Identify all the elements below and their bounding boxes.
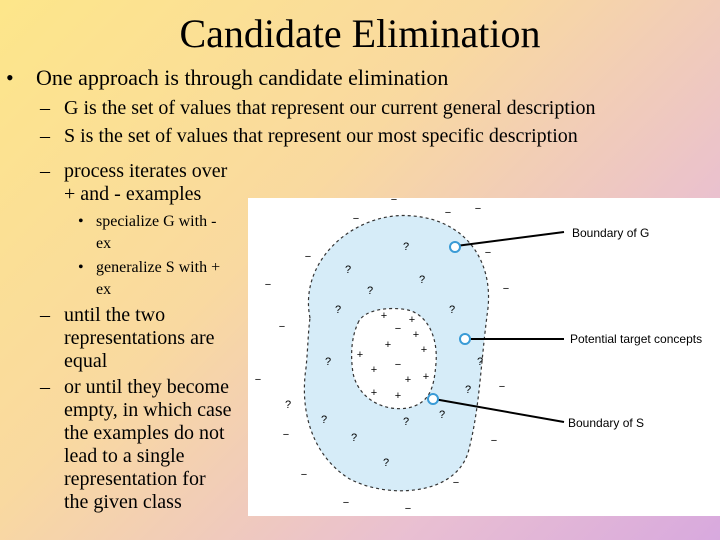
version-space-figure — [248, 198, 720, 516]
until-line-1: until the two — [64, 304, 166, 326]
or-line-6: the given class — [64, 491, 182, 513]
negative-example: − — [394, 323, 402, 335]
negative-example: − — [404, 503, 412, 515]
unknown-concept: ? — [350, 432, 358, 444]
bullet-g-text: G is the set of values that represent our current general description — [64, 97, 596, 119]
dash-icon: – — [40, 304, 50, 326]
negative-example: − — [282, 429, 290, 441]
label-boundary-g: Boundary of G — [572, 226, 650, 240]
dash-icon: – — [40, 160, 50, 182]
negative-example: − — [490, 435, 498, 447]
negative-example: − — [300, 469, 308, 481]
negative-example: − — [394, 359, 402, 371]
dash-icon: – — [40, 97, 50, 119]
positive-example: + — [370, 387, 378, 399]
slide-title: Candidate Elimination — [179, 11, 541, 56]
positive-example: + — [404, 374, 412, 386]
until-line-2: representations are — [64, 327, 215, 349]
unknown-concept: ? — [448, 304, 456, 316]
unknown-concept: ? — [382, 457, 390, 469]
specialize-line-1: specialize G with - — [96, 213, 217, 230]
negative-example: − — [304, 251, 312, 263]
or-line-1: or until they become — [64, 376, 229, 398]
until-line-3: equal — [64, 350, 108, 372]
or-line-5: representation for — [64, 468, 206, 490]
negative-example: − — [342, 497, 350, 509]
unknown-concept: ? — [476, 356, 484, 368]
bullet-or-until — [40, 376, 255, 514]
positive-example: + — [422, 371, 430, 383]
positive-example: + — [408, 314, 416, 326]
bullet-main-text: One approach is through candidate elimination — [36, 65, 449, 90]
bullet-g-line — [40, 97, 595, 120]
negative-example: − — [484, 247, 492, 259]
bullet-dot-icon: • — [6, 65, 14, 90]
bullet-s-line — [40, 125, 578, 148]
label-boundary-s: Boundary of S — [568, 416, 645, 430]
bullet-process — [40, 160, 255, 206]
specialize-line-2: ex — [96, 235, 112, 252]
bullet-until — [40, 304, 255, 373]
unknown-concept: ? — [402, 241, 410, 253]
negative-example: − — [278, 321, 286, 333]
negative-example: − — [452, 477, 460, 489]
bullet-dot-icon: • — [78, 259, 84, 276]
negative-example: − — [264, 279, 272, 291]
or-line-3: the examples do not — [64, 422, 225, 444]
unknown-concept: ? — [464, 384, 472, 396]
unknown-concept: ? — [402, 416, 410, 428]
negative-example: − — [498, 381, 506, 393]
unknown-concept: ? — [320, 414, 328, 426]
negative-example: − — [390, 198, 398, 206]
bullet-specialize — [78, 211, 253, 255]
generalize-line-1: generalize S with + — [96, 259, 221, 276]
bullet-main — [6, 65, 448, 91]
positive-example: + — [380, 310, 388, 322]
unknown-concept: ? — [284, 399, 292, 411]
marker-target — [460, 334, 470, 344]
positive-example: + — [356, 349, 364, 361]
unknown-concept: ? — [438, 409, 446, 421]
generalize-line-2: ex — [96, 281, 112, 298]
unknown-concept: ? — [324, 356, 332, 368]
or-line-4: lead to a single — [64, 445, 185, 467]
positive-example: + — [370, 364, 378, 376]
marker-g — [450, 242, 460, 252]
dash-icon: – — [40, 376, 50, 398]
label-potential-target: Potential target concepts — [570, 332, 703, 346]
unknown-concept: ? — [366, 285, 374, 297]
unknown-concept: ? — [418, 274, 426, 286]
unknown-concept: ? — [344, 264, 352, 276]
positive-example: + — [420, 344, 428, 356]
bullet-generalize — [78, 257, 253, 301]
unknown-concept: ? — [334, 304, 342, 316]
dash-icon: – — [40, 125, 50, 147]
process-line-2: + and - examples — [64, 183, 202, 205]
positive-example: + — [412, 329, 420, 341]
negative-example: − — [502, 283, 510, 295]
pointer-line-g — [456, 232, 564, 246]
process-line-1: process iterates over — [64, 160, 228, 182]
or-line-2: empty, in which case — [64, 399, 232, 421]
negative-example: − — [444, 207, 452, 219]
version-space-diagram — [248, 198, 720, 516]
marker-s — [428, 394, 438, 404]
bullet-s-text: S is the set of values that represent our most specific description — [64, 125, 578, 147]
negative-example: − — [254, 374, 262, 386]
positive-example: + — [394, 390, 402, 402]
negative-example: − — [474, 203, 482, 215]
bullet-dot-icon: • — [78, 213, 84, 230]
negative-example: − — [352, 213, 360, 225]
positive-example: + — [384, 339, 392, 351]
